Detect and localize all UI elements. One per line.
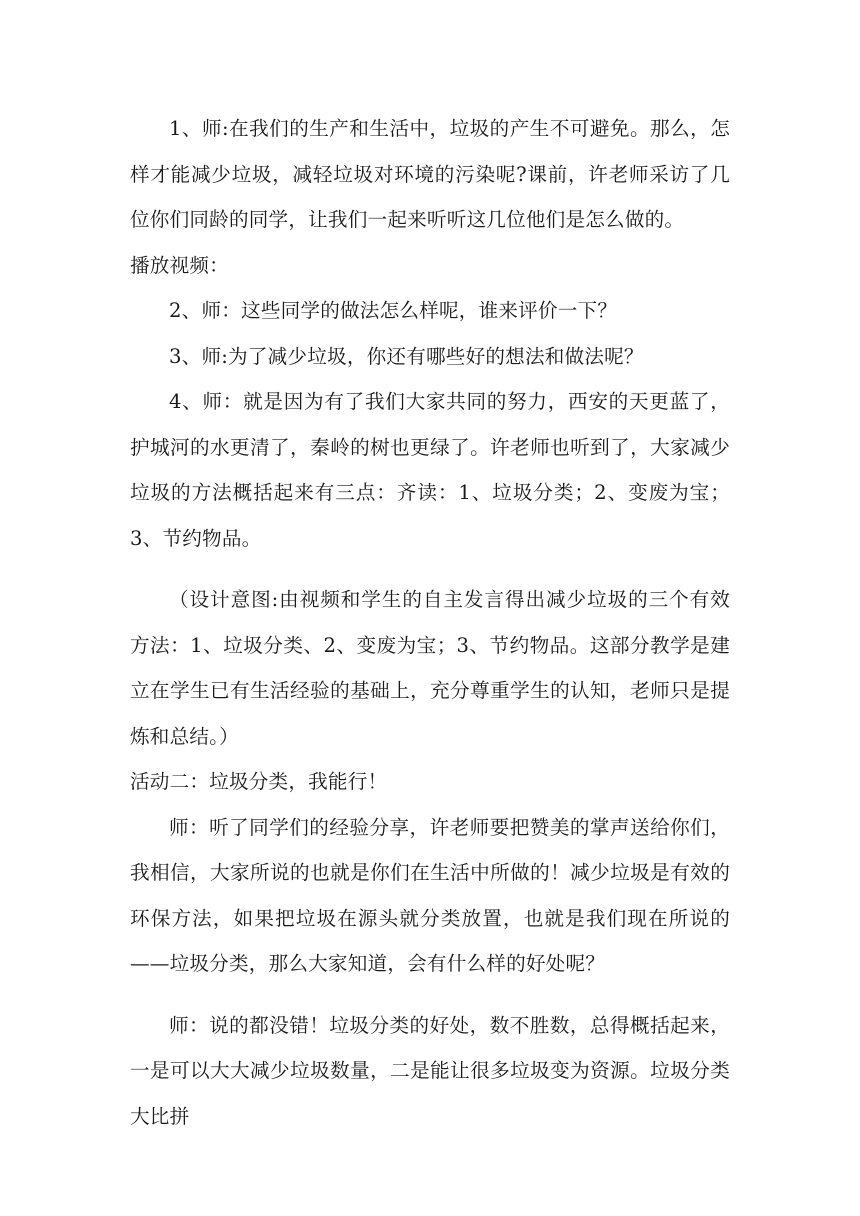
paragraph-teacher-question-2: 2、师：这些同学的做法怎么样呢，谁来评价一下？ bbox=[169, 299, 618, 322]
document-body bbox=[130, 106, 730, 1139]
paragraph-teacher-intro: 1、师:在我们的生产和生活中，垃圾的产生不可避免。那么，怎样才能减少垃圾，减轻垃圾对环境的污染呢?课前，许老师采访了几位你们同龄的同学，让我们一起来听听这几位他们是怎么做的。 bbox=[130, 117, 730, 231]
paragraph-activity-two-heading: 活动二：垃圾分类，我能行！ bbox=[130, 770, 388, 793]
paragraph-teacher-benefits: 师：说的都没错！垃圾分类的好处，数不胜数，总得概括起来，一是可以大大减少垃圾数量，二是能让很多垃圾变为资源。垃圾分类大比拼 bbox=[130, 1013, 730, 1128]
paragraph-play-video: 播放视频： bbox=[130, 253, 229, 277]
paragraph-teacher-summary-4: 4、师：就是因为有了我们大家共同的努力，西安的天更蓝了，护城河的水更清了，秦岭的树也更绿了。许老师也听到了，大家减少垃圾的方法概括起来有三点：齐读：1、垃圾分类；2、变废为宝；3、节约物品。 bbox=[130, 390, 730, 550]
paragraph-teacher-sharing: 师：听了同学们的经验分享，许老师要把赞美的掌声送给你们，我相信，大家所说的也就是你们在生活中所做的！减少垃圾是有效的环保方法，如果把垃圾在源头就分类放置，也就是我们现在所说的——垃圾分类，那么大家知道，会有什么样的好处呢？ bbox=[130, 815, 730, 975]
paragraph-teacher-question-3: 3、师:为了减少垃圾，你还有哪些好的想法和做法呢？ bbox=[169, 344, 644, 368]
paragraph-design-intent: （设计意图:由视频和学生的自主发言得出减少垃圾的三个有效方法：1、垃圾分类、2、变废为宝；3、节约物品。这部分教学是建立在学生已有生活经验的基础上，充分尊重学生的认知，老师只是提炼和总结。） bbox=[130, 588, 730, 748]
